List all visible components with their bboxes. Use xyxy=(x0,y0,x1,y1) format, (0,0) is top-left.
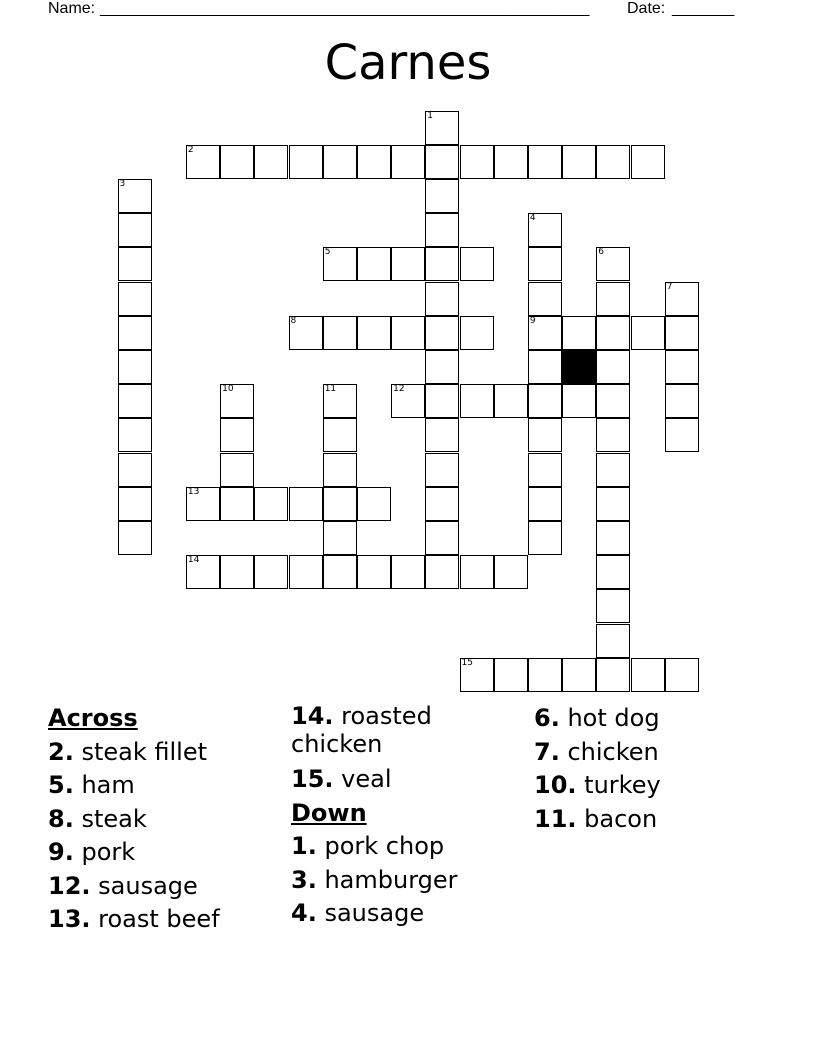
grid-cell[interactable] xyxy=(528,418,562,452)
grid-cell[interactable] xyxy=(425,487,459,521)
grid-cell[interactable] xyxy=(425,384,459,418)
grid-cell[interactable] xyxy=(528,282,562,316)
clues-column-3 xyxy=(534,702,764,836)
clue-number: 1 xyxy=(427,110,434,121)
clue-number: 11 xyxy=(324,384,337,395)
grid-cell[interactable] xyxy=(118,213,152,247)
clue-number: 2 xyxy=(187,144,194,155)
name-blank-line: _______________________________________________________ xyxy=(100,0,590,17)
grid-cell[interactable] xyxy=(596,521,630,555)
grid-cell[interactable] xyxy=(391,316,425,350)
grid-cell[interactable] xyxy=(118,350,152,384)
grid-cell[interactable] xyxy=(220,145,254,179)
down-clue: 1. pork chop xyxy=(291,832,445,860)
clue-number: 14 xyxy=(187,555,200,566)
clue-number: 3 xyxy=(119,178,126,189)
grid-cell[interactable] xyxy=(323,487,357,521)
name-label: Name: xyxy=(48,0,96,17)
grid-cell[interactable] xyxy=(323,453,357,487)
numbered-cell[interactable] xyxy=(289,316,323,350)
grid-cell[interactable] xyxy=(528,145,562,179)
grid-cell[interactable] xyxy=(596,658,630,692)
down-clue: 6. hot dog xyxy=(534,704,660,732)
grid-cell[interactable] xyxy=(425,213,459,247)
grid-cell[interactable] xyxy=(118,316,152,350)
across-clue: 15. veal xyxy=(291,765,392,793)
grid-cell[interactable] xyxy=(323,145,357,179)
grid-cell[interactable] xyxy=(596,418,630,452)
grid-cell[interactable] xyxy=(118,521,152,555)
across-clue: 2. steak fillet xyxy=(48,737,208,766)
grid-cell[interactable] xyxy=(425,453,459,487)
grid-cell[interactable] xyxy=(357,316,391,350)
page-title: Carnes xyxy=(324,35,492,91)
grid-cell[interactable] xyxy=(528,384,562,418)
grid-cell[interactable] xyxy=(425,350,459,384)
grid-cell[interactable] xyxy=(391,555,425,589)
grid-cell[interactable] xyxy=(494,658,528,692)
grid-cell[interactable] xyxy=(118,282,152,316)
numbered-cell[interactable] xyxy=(323,384,357,418)
grid-cell[interactable] xyxy=(289,487,323,521)
grid-cell[interactable] xyxy=(289,555,323,589)
clue-number: 4 xyxy=(529,213,536,224)
grid-cell[interactable] xyxy=(323,555,357,589)
down-clue: 11. bacon xyxy=(534,804,658,833)
grid-cell[interactable] xyxy=(425,555,459,589)
grid-cell[interactable] xyxy=(425,145,459,179)
down-clue: 7. chicken xyxy=(534,737,659,766)
across-clue: 14. roasted chicken xyxy=(291,702,432,758)
grid-cell[interactable] xyxy=(460,384,494,418)
grid-cell[interactable] xyxy=(118,384,152,418)
grid-cell[interactable] xyxy=(528,487,562,521)
clue-number: 8 xyxy=(290,315,297,326)
across-clue: 12. sausage xyxy=(48,871,198,900)
clue-number: 7 xyxy=(666,281,673,292)
clues-column-2 xyxy=(291,702,521,931)
numbered-cell[interactable] xyxy=(425,111,459,145)
numbered-cell[interactable] xyxy=(528,316,562,350)
clue-number: 13 xyxy=(187,486,200,497)
across-heading: Across xyxy=(48,704,138,732)
clue-number: 9 xyxy=(529,315,536,326)
grid-cell[interactable] xyxy=(220,418,254,452)
grid-cell[interactable] xyxy=(425,179,459,213)
clue-number: 12 xyxy=(393,384,405,395)
grid-cell[interactable] xyxy=(665,658,699,692)
grid-cell[interactable] xyxy=(425,316,459,350)
grid-cell[interactable] xyxy=(391,247,425,281)
down-clue: 4. sausage xyxy=(291,899,425,927)
grid-cell[interactable] xyxy=(631,316,665,350)
grid-cell[interactable] xyxy=(494,145,528,179)
grid-cell[interactable] xyxy=(562,316,596,350)
grid-cell[interactable] xyxy=(596,316,630,350)
across-clue: 9. pork xyxy=(48,838,136,866)
numbered-cell[interactable] xyxy=(665,282,699,316)
grid-cell[interactable] xyxy=(494,555,528,589)
grid-cell[interactable] xyxy=(596,282,630,316)
grid-cell[interactable] xyxy=(425,282,459,316)
grid-cell[interactable] xyxy=(254,145,288,179)
grid-cell[interactable] xyxy=(596,145,630,179)
down-clue: 3. hamburger xyxy=(291,865,458,894)
grid-cell[interactable] xyxy=(357,487,391,521)
grid-cell[interactable] xyxy=(323,418,357,452)
grid-cell[interactable] xyxy=(665,316,699,350)
grid-cell[interactable] xyxy=(254,555,288,589)
grid-cell[interactable] xyxy=(665,384,699,418)
grid-cell[interactable] xyxy=(357,555,391,589)
grid-cell[interactable] xyxy=(528,247,562,281)
grid-cell[interactable] xyxy=(323,316,357,350)
clue-number: 6 xyxy=(598,247,605,258)
grid-cell[interactable] xyxy=(596,487,630,521)
grid-cell[interactable] xyxy=(596,350,630,384)
grid-cell[interactable] xyxy=(596,453,630,487)
grid-cell[interactable] xyxy=(323,521,357,555)
grid-cell[interactable] xyxy=(562,658,596,692)
grid-cell[interactable] xyxy=(528,350,562,384)
numbered-cell[interactable] xyxy=(186,145,220,179)
grid-cell[interactable] xyxy=(118,487,152,521)
grid-cell[interactable] xyxy=(289,145,323,179)
grid-cell[interactable] xyxy=(460,555,494,589)
grid-cell[interactable] xyxy=(596,624,630,658)
grid-cell[interactable] xyxy=(665,418,699,452)
numbered-cell[interactable] xyxy=(323,247,357,281)
grid-cell[interactable] xyxy=(562,145,596,179)
grid-cell[interactable] xyxy=(631,145,665,179)
grid-cell[interactable] xyxy=(631,658,665,692)
grid-cell[interactable] xyxy=(425,247,459,281)
grid-cell[interactable] xyxy=(118,418,152,452)
numbered-cell[interactable] xyxy=(391,384,425,418)
across-clue: 5. ham xyxy=(48,771,135,799)
grid-cell[interactable] xyxy=(460,247,494,281)
numbered-cell[interactable] xyxy=(460,658,494,692)
black-square xyxy=(562,350,596,384)
grid-cell[interactable] xyxy=(528,658,562,692)
grid-cell[interactable] xyxy=(118,453,152,487)
grid-cell[interactable] xyxy=(220,453,254,487)
clue-number: 10 xyxy=(222,384,234,395)
numbered-cell[interactable] xyxy=(186,487,220,521)
grid-cell[interactable] xyxy=(118,247,152,281)
grid-cell[interactable] xyxy=(596,555,630,589)
date-blank-line: _______ xyxy=(672,0,735,17)
grid-cell[interactable] xyxy=(494,384,528,418)
grid-cell[interactable] xyxy=(460,145,494,179)
grid-cell[interactable] xyxy=(562,384,596,418)
across-clue: 8. steak xyxy=(48,804,147,833)
clue-number: 15 xyxy=(461,657,473,668)
grid-cell[interactable] xyxy=(596,589,630,623)
grid-cell[interactable] xyxy=(391,145,425,179)
grid-cell[interactable] xyxy=(254,487,288,521)
across-clue: 13. roast beef xyxy=(48,905,220,933)
grid-cell[interactable] xyxy=(357,145,391,179)
numbered-cell[interactable] xyxy=(220,384,254,418)
grid-cell[interactable] xyxy=(357,247,391,281)
date-label: Date: xyxy=(627,0,666,17)
grid-cell[interactable] xyxy=(665,350,699,384)
grid-cell[interactable] xyxy=(425,521,459,555)
numbered-cell[interactable] xyxy=(528,213,562,247)
grid-cell[interactable] xyxy=(460,316,494,350)
numbered-cell[interactable] xyxy=(186,555,220,589)
down-clue: 10. turkey xyxy=(534,771,661,799)
grid-cell[interactable] xyxy=(528,521,562,555)
grid-cell[interactable] xyxy=(596,384,630,418)
numbered-cell[interactable] xyxy=(118,179,152,213)
grid-cell[interactable] xyxy=(220,555,254,589)
numbered-cell[interactable] xyxy=(596,247,630,281)
clues-column-1 xyxy=(48,702,278,937)
grid-cell[interactable] xyxy=(220,487,254,521)
grid-cell[interactable] xyxy=(528,453,562,487)
grid-cell[interactable] xyxy=(425,418,459,452)
down-heading: Down xyxy=(291,798,367,827)
clue-number: 5 xyxy=(324,247,331,258)
